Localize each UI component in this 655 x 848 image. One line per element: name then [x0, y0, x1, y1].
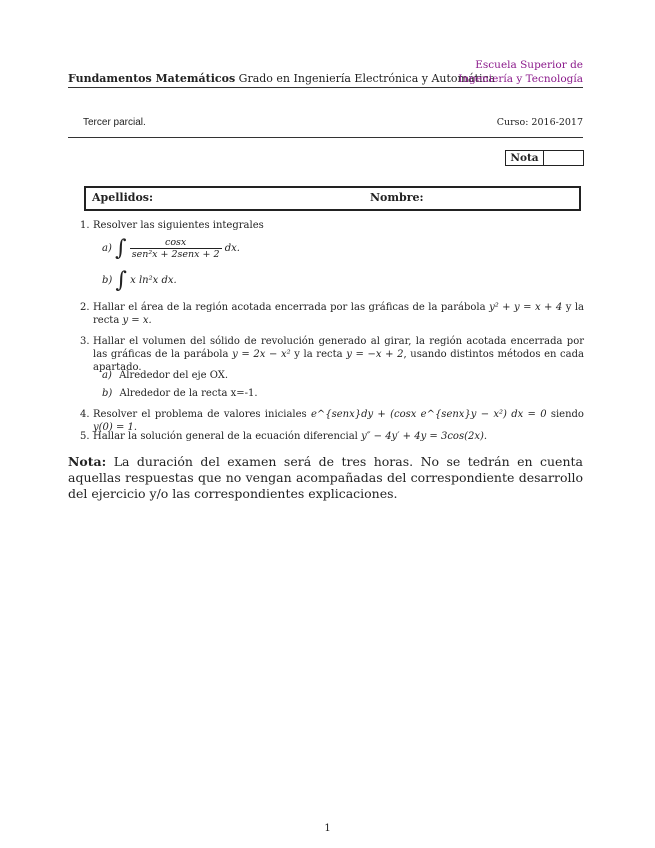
- subheader-rule: [68, 137, 583, 138]
- question-1a: [102, 236, 240, 261]
- course-title: Fundamentos Matemáticos: [68, 72, 236, 85]
- question-text: Resolver las siguientes integrales: [93, 220, 264, 231]
- item-text: Alrededor de la recta x=-1.: [119, 388, 258, 399]
- question-3: [80, 335, 584, 374]
- question-text: [93, 430, 584, 443]
- integral-sign: ∫: [115, 236, 127, 261]
- question-3a: [102, 370, 228, 381]
- item-label: b): [102, 275, 113, 286]
- surname-label: Apellidos:: [92, 191, 154, 204]
- equation: y = 2x − x²: [232, 349, 291, 360]
- text: Hallar el volumen del sólido de revolución generado al girar, la región acotada encerrada por las gráficas de la parábola: [93, 336, 584, 360]
- school-line-1: Escuela Superior de: [475, 59, 583, 71]
- equation: y″ − 4y′ + 4y = 3cos(2x).: [361, 431, 488, 442]
- academic-year: Curso: 2016-2017: [496, 117, 583, 128]
- question-5: [80, 430, 584, 443]
- final-note: [68, 454, 583, 502]
- integrand: x ln²x dx.: [130, 275, 177, 286]
- text: , usando distintos métodos en cada apartado.: [93, 349, 584, 373]
- integral-sign: ∫: [115, 268, 127, 293]
- header-rule: [68, 87, 583, 88]
- page-number: 1: [324, 823, 331, 834]
- differential: dx.: [224, 243, 240, 254]
- item-label: a): [102, 370, 112, 381]
- final-note-label: Nota:: [68, 454, 107, 469]
- item-label: a): [102, 243, 112, 254]
- numerator: cosx: [130, 237, 222, 249]
- equation: y = x.: [122, 315, 152, 326]
- school-line-2: Ingeniería y Tecnología: [458, 73, 583, 85]
- final-note-text: La duración del examen será de tres horas. No se tedrán en cuenta aquellas respuestas que no vengan acompañadas del correspondiente desarrollo del ejercicio y/o las correspondientes explicaciones.: [68, 454, 583, 501]
- question-number: 4.: [80, 409, 90, 420]
- text: y la recta: [294, 349, 343, 360]
- course-header: [68, 72, 495, 85]
- question-number: 3.: [80, 336, 90, 347]
- fraction: [130, 237, 222, 260]
- grade-label: Nota: [506, 151, 544, 165]
- exam-title: Tercer parcial.: [83, 117, 146, 128]
- text: Hallar la solución general de la ecuación diferencial: [93, 431, 358, 442]
- question-number: 2.: [80, 302, 90, 313]
- question-2: [80, 301, 584, 327]
- student-name-box: [84, 186, 581, 211]
- item-text: Alrededor del eje OX.: [119, 370, 229, 381]
- text: siendo: [550, 409, 584, 420]
- grade-box: [505, 150, 584, 166]
- equation: y = −x + 2: [346, 349, 404, 360]
- text: y la recta: [93, 302, 584, 326]
- question-3b: [102, 388, 258, 399]
- question-text: [93, 335, 584, 374]
- question-1b: [102, 268, 177, 293]
- question-text: [93, 301, 584, 327]
- equation: e^{senx}dy + (cosx e^{senx}y − x²) dx = 0: [310, 409, 547, 420]
- denominator: sen²x + 2senx + 2: [131, 249, 220, 260]
- question-1: [80, 219, 584, 232]
- item-label: b): [102, 388, 113, 399]
- equation: y² + y = x + 4: [489, 302, 563, 313]
- question-number: 1.: [80, 220, 90, 231]
- text: Resolver el problema de valores iniciales: [93, 409, 307, 420]
- text: Hallar el área de la región acotada encerrada por las gráficas de la parábola: [93, 302, 486, 313]
- name-label: Nombre:: [370, 191, 424, 204]
- degree-name: Grado en Ingeniería Electrónica y Automática: [238, 72, 496, 85]
- question-number: 5.: [80, 431, 90, 442]
- initial-condition: y(0) = 1.: [93, 422, 138, 433]
- school-name: [458, 58, 583, 86]
